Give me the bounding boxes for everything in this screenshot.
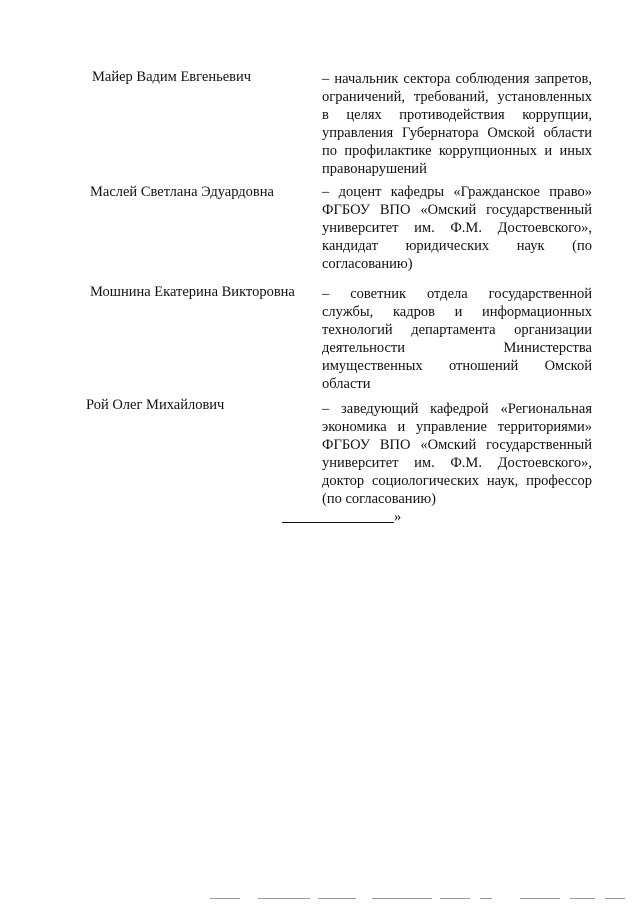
member-name: Рой Олег Михайлович <box>86 397 225 413</box>
member-name: Маслей Светлана Эдуардовна <box>90 184 274 200</box>
closing-underline <box>282 522 394 523</box>
closing-quote-mark: » <box>394 509 402 525</box>
scan-artifact-lines <box>0 896 640 900</box>
member-name: Майер Вадим Евгеньевич <box>92 69 252 85</box>
member-description: – заведующий кафедрой «Региональная экономика и управление территориями» ФГБОУ ВПО «Омский государственный университет им. Ф.М. Достоевского», доктор социологических наук, профессор (по согласованию) <box>322 401 592 507</box>
member-name: Мошнина Екатерина Викторовна <box>90 284 295 300</box>
member-description: – советник отдела государственной службы, кадров и информационных технологий департамента организации деятельности Министерства имущественных отношений Омской области <box>322 286 592 392</box>
member-description: – доцент кафедры «Гражданское право» ФГБОУ ВПО «Омский государственный университет им. Ф.М. Достоевского», кандидат юридических наук (по согласованию) <box>322 184 592 272</box>
member-description: – начальник сектора соблюдения запретов, ограничений, требований, установленных в целях противодействия коррупции, управления Губернатора Омской области по профилактике коррупционных и иных правонарушений <box>322 71 592 177</box>
list-closing <box>282 508 401 526</box>
